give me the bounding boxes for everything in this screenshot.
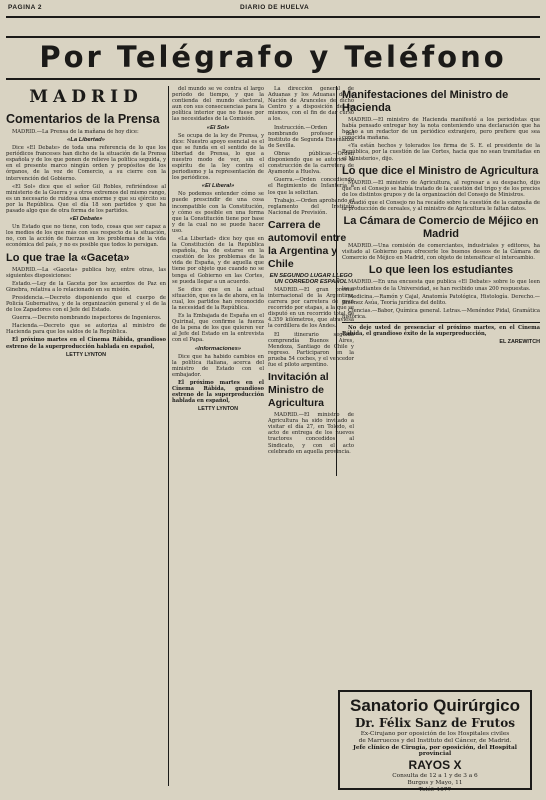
advert-line: Ex-Cirujano por oposición de los Hospitales civiles xyxy=(360,731,510,737)
paragraph: Trabajo.—Orden aprobando el reglamento del Instituto Nacional de Previsión. xyxy=(268,197,354,216)
paper-name: DIARIO DE HUELVA xyxy=(240,4,310,11)
paragraph: Se ocupa de la ley de Prensa, y dice: Nuestro apoyo esencial es el que se funda en el sentido de la libertad de Prensa, lo que a nuestro modo de ver, sin el espíritu de la ley contra el periodismo y la representación de los periódicos. xyxy=(172,132,264,182)
advert-line: Jefe clínico de Cirugía, por oposición, del Hospital provincial xyxy=(353,745,517,757)
folio xyxy=(8,2,538,14)
subheading: «El Liberal» xyxy=(201,183,235,190)
subheading: «Informaciones» xyxy=(194,345,242,352)
column-1 xyxy=(6,86,166,360)
paragraph: Un Estado que no tiene, con todo, cosas que ser capaz a los medios de los que más con sus respecto de la situación, no, con la acción de fuerzas en los problemas de la vida económica del país, y no es posible que todos lo persigan. xyxy=(6,224,166,249)
paragraph: Hacienda.—Decreto que se autoriza al ministro de Hacienda para que los saldos de la República. xyxy=(6,323,166,336)
paragraph: «Ya están hechos y tolerados los firma de S. E. el presidente de la República, por la cuestión de las Cortes, hacia que no sean tramitadas en el Ministerio», dijo. xyxy=(342,143,540,162)
subheading: «La Libertad» xyxy=(67,137,105,144)
paragraph: Medicina.—Ramón y Cajal, Anatomía Patológica, Histología. Derecho.—Jiménez Asúa, Teoría jurídica del delito. xyxy=(342,293,540,306)
doctor-name: Dr. Félix Sanz de Frutos xyxy=(355,716,515,730)
sanatorio-advert xyxy=(338,690,532,793)
paragraph: Se dice que en la actual situación, que es la de ahora, en la cual, los partidos han reconocido la necesidad de la República. xyxy=(172,286,264,311)
column-2 xyxy=(172,86,264,414)
paragraph: «La Libertad» dice hoy que en la Constitución de la República española, ha de estarse en la cuestión de los problemas de la vida de España, y de aquella que tiene por objeto que cuando no se tenga el Gobierno en las Cortes, se pueda llegar a un acuerdo. xyxy=(172,235,264,285)
headline: Lo que trae la «Gaceta» xyxy=(6,251,130,264)
paragraph: Presidencia.—Decreto disponiendo que el cuerpo de Policía Gubernativa, y de la organización general y el de la de los Zapadores con el Jefe del Estado. xyxy=(6,294,166,314)
headline: Carrera de automovil entre la Argentina y Chile xyxy=(268,218,347,270)
paragraph: MADRID.—El ministro de Hacienda manifestó a los periodistas que había pensado entregar hoy la nota conteniendo una declaración que ha hecho a un redactor de un periódico extranjero, pero prefiere que sea conocida mañana. xyxy=(342,117,540,142)
top-rule xyxy=(6,16,540,18)
headline: Lo que dice el Ministro de Agricultura xyxy=(342,164,539,177)
subheading: EN SEGUNDO LUGAR LLEGO UN CORREDOR ESPAÑOL xyxy=(269,272,353,285)
paragraph: Guerra.—Orden concediendo el Regimiento de Infantería a los que la solicitan. xyxy=(268,177,354,196)
paragraph: MADRID.—La Prensa de la mañana de hoy dice: xyxy=(12,129,139,135)
banner-rule-top xyxy=(6,36,540,38)
paragraph: «El Sol» dice que el señor Gil Robles, refiriéndose al ministerio de la Guerra y a otros extremos del mismo rango, es un necesario de ruidosa una enorme y que su ejército su por la República. Que el día 18 son partidos y que ha pasado algo que de otra forma de los partidos. xyxy=(6,183,166,215)
paragraph: Es la Embajada de España en el Quirinal, que confirme la fuerza de la pena de los que quieren ver al Jefe del Estado en la entrevista con el Papa. xyxy=(172,313,264,344)
paragraph: MADRID.—El gran premio internacional de la Argentina, carrera por carretera de gran recorrido por etapas, a la que se disputó en un recorrido total de 4.359 kilómetros, que atraviesa la cordillera de los Andes. xyxy=(268,286,354,330)
subheading: «El Debate» xyxy=(69,216,103,223)
headline: Lo que leen los estudiantes xyxy=(368,264,514,277)
paragraph: Dice que ha habido cambios en la política italiana, acerca del ministro de Estado con el embajador. xyxy=(172,353,264,378)
headline: Manifestaciones del Ministro de Hacienda xyxy=(342,89,509,114)
film-title: EL ZAREWITCH xyxy=(499,339,540,346)
consulting-hours: Consulta de 12 a 1 y de 3 a 6 xyxy=(392,773,478,779)
paragraph: Estado.—Ley de la Gaceta por los acuerdos de Paz en Ginebra, relativa a lo relacionado en su misión. xyxy=(6,280,166,293)
cinema-notice: El próximo martes en el Cinema Rábida, grandioso estreno de la superproducción hablada en español, xyxy=(6,337,166,350)
headline: Invitación al Ministro de Agricultura xyxy=(268,371,329,410)
paragraph: Obras públicas.—Orden disponiendo que se autorice la construcción de la carretera de Ayamonte a Huelva. xyxy=(268,150,354,176)
paragraph: del mundo se ve contra el largo período de tiempo, y que la contienda del mundo electoral, aun con sus consecuencias para la política interior que no fuese por las necesidades de la Comisión. xyxy=(172,86,264,123)
section-heading: MADRID xyxy=(29,87,143,107)
banner-headline: Por Telégrafo y Teléfono xyxy=(39,40,507,74)
film-title: LETTY LYNTON xyxy=(197,406,239,413)
paragraph: Dice «El Debate» de toda una referencia de lo que los periódicos franceses han dicho de la situación de la Prensa española y de los que ponen de relieve la política seguida, y en el presente marco ningún orden y propósitos de los órganos, de la voz de Comercio, a su cierre con la intervención del Gobierno. xyxy=(6,145,166,182)
banner-rule-bottom xyxy=(6,78,540,80)
paragraph: MADRID.—El ministro de Agricultura ha sido invitado a visitar el día 27, en Toledo, el acto de entrega de los nuevos tractores concedidos al Sindicato, y con el acto celebrado en aquella provincia. xyxy=(268,412,354,455)
paragraph: La dirección general de Aduanas y los Aduanas de la Nación de Aranceles de dicho Centro y a disposición de los mismos, con el fin de dar curso a los. xyxy=(268,86,354,123)
film-title: LETTY LYNTON xyxy=(65,351,107,358)
paragraph: MADRID.—En una encuesta que publica «El Debate» sobre lo que leen los estudiantes de la Universidad, se han recibido unas 200 respuestas. xyxy=(342,279,540,292)
column-4 xyxy=(342,86,540,347)
page-number: PAGINA 2 xyxy=(8,4,42,11)
column-rule xyxy=(168,86,169,786)
cinema-notice: El próximo martes en el Cinema Rábida, grandioso estreno de la superproducción hablada en español, xyxy=(172,379,264,405)
paragraph: MADRID.—El ministro de Agricultura, al regresar a su despacho, dijo que en el Consejo se había tratado de la cuestión del trigo y de los precios de los distintos grupos y de la organización del Consejo de Ministros. xyxy=(342,179,540,198)
headline: La Cámara de Comercio de Méjico en Madrid xyxy=(343,215,539,241)
paragraph: Ciencias.—Babor, Química general. Letras.—Menéndez Pidal, Gramática histórica. xyxy=(342,307,540,320)
paragraph: No podemos entender cómo se puede prescindir de una cosa incompatible con la Constitución, y cómo es posible en una forma que la Constitución tiene por base y de la cual no se puede hacer uso. xyxy=(172,191,264,234)
subheading: «El Sol» xyxy=(206,124,230,131)
headline: Comentarios de la Prensa xyxy=(6,112,160,126)
paragraph: MADRID.—Una comisión de comerciantes, industriales y editores, ha visitado al Gobierno para ofrecerle los buenos deseos de la Cámara de Comercio de Méjico en Madrid, con objeto de intensificar el intercambio. xyxy=(342,243,540,262)
paragraph: MADRID.—La «Gaceta» publica hoy, entre otras, las siguientes disposiciones: xyxy=(6,266,166,279)
paragraph: Añadió que el Consejo no ha recaído sobre la cuestión de la campaña de la producción de cereales, y al ministro de Agricultura le faltan datos. xyxy=(342,199,540,213)
paragraph: Instrucción.—Orden nombrando profesor del Instituto de Segunda Enseñanza de Sevilla. xyxy=(268,124,354,149)
advert-title: Sanatorio Quirúrgico xyxy=(349,696,521,715)
paragraph: Guerra.—Decreto nombrando inspectores de Ingenieros. xyxy=(12,315,162,322)
telephone: Teléf. 1077 xyxy=(418,787,452,793)
xray-label: RAYOS X xyxy=(408,758,462,772)
cinema-notice: No deje usted de presenciar el próximo martes, en el Cinema Rábida, el grandioso éxito de la superproducción, xyxy=(342,322,540,337)
advert-line: de Marruecos y del Instituto del Cáncer, de Madrid. xyxy=(358,738,512,744)
address: Burgos y Mayo, 11 xyxy=(407,780,463,786)
paragraph: El itinerario seguido comprendía Buenos Aires, Mendoza, Santiago de Chile y regreso. Participaron en la prueba 54 coches, y el vencedor fue el piloto argentino. xyxy=(268,331,354,368)
